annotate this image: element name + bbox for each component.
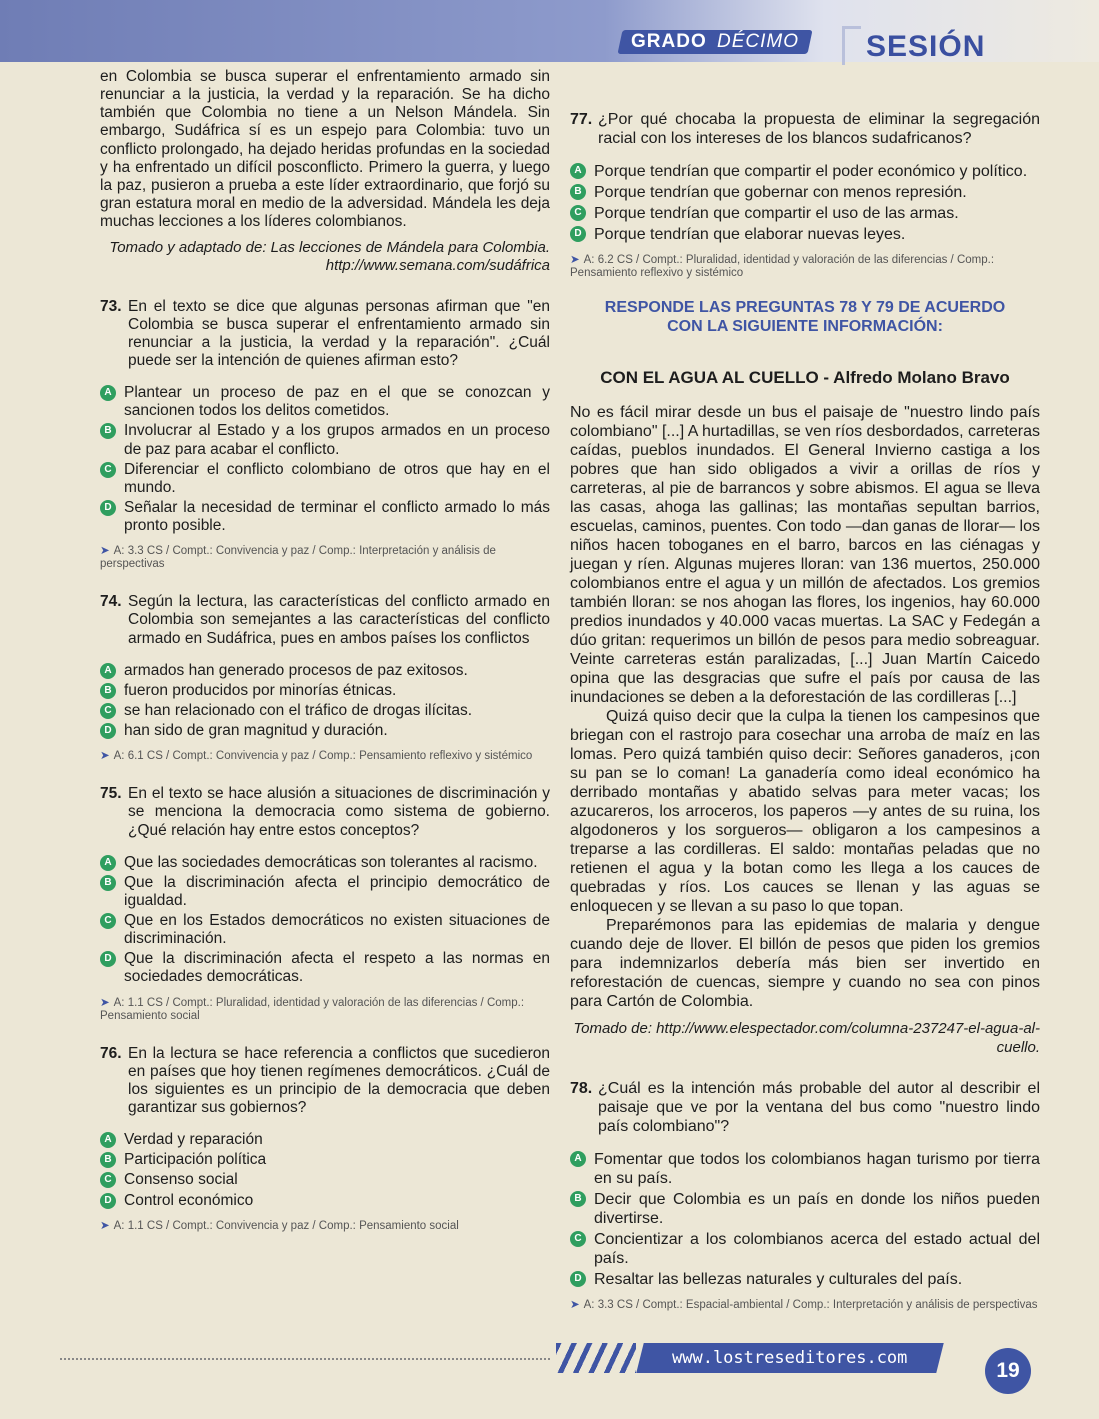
answer-options	[100, 662, 550, 741]
right-column	[570, 88, 1040, 1312]
article-body	[570, 403, 1040, 1011]
left-column	[100, 68, 550, 1233]
answer-option	[100, 1171, 550, 1189]
question-text: Según la lectura, las características del conflicto armado en Colombia son semejantes a las características del conflicto armado en Sudáfrica, pues en ambos países los conflictos	[128, 593, 550, 647]
footer-url-banner	[636, 1343, 943, 1373]
option-letter-bullet: B	[100, 423, 116, 439]
option-letter-bullet: C	[100, 1172, 116, 1188]
option-text: Participación política	[124, 1151, 267, 1169]
arrow-icon: ➤	[100, 545, 110, 558]
answer-option	[570, 1270, 1040, 1289]
option-text: Resaltar las bellezas naturales y culturales del país.	[594, 1271, 963, 1288]
arrow-icon: ➤	[100, 750, 110, 763]
option-letter-bullet: C	[100, 913, 116, 929]
competency-note	[100, 1220, 550, 1233]
grade-value: DÉCIMO	[716, 31, 799, 52]
option-text: Que las sociedades democráticas son tolerantes al racismo.	[124, 853, 538, 871]
option-text: Concientizar a los colombianos acerca del estado actual del país.	[594, 1231, 1040, 1267]
option-letter-bullet: A	[100, 385, 116, 401]
question-77	[570, 110, 1040, 280]
option-text: Que la discriminación afecta el principio democrático de igualdad.	[124, 873, 550, 909]
option-text: Verdad y reparación	[124, 1131, 263, 1149]
answer-option	[570, 162, 1040, 181]
question-stem	[570, 110, 1040, 148]
option-text: han sido de gran magnitud y duración.	[124, 722, 388, 740]
intro-source-title: Tomado y adaptado de: Las lecciones de Mándela para Colombia.	[109, 239, 550, 257]
competency-text: A: 1.1 CS / Compt.: Pluralidad, identidad y valoración de las diferencias / Comp.: Pensamiento social	[100, 996, 525, 1022]
question-block	[100, 298, 550, 572]
article-title: CON EL AGUA AL CUELLO - Alfredo Molano Bravo	[600, 368, 1010, 387]
intro-source-url: http://www.semana.com/sudáfrica	[325, 257, 550, 275]
intro-text: en Colombia se busca superar el enfrentamiento armado sin renunciar a la justicia, la verdad y la reparación. Se ha dicho también que Colombia no tiene a un Nelson Mándela. Sin embargo, Sudáfrica sí es un espejo para Colombia: tuvo un conflicto prolongado, ha dejado heridas profundas en la sociedad y ha enfrentado un difícil posconflicto. Primero la guerra, y luego la paz, pusieron a prueba a este líder extraordinario, que forjó su gran estatura moral en medio de la adversidad. Mándela les deja muchas lecciones a los líderes colombianos.	[100, 68, 550, 231]
footer-stripes	[556, 1343, 636, 1373]
grade-banner	[617, 30, 812, 54]
answer-option	[100, 682, 550, 700]
competency-text: A: 6.1 CS / Compt.: Convivencia y paz / Comp.: Pensamiento reflexivo y sistémico	[113, 750, 533, 763]
option-letter-bullet: C	[570, 205, 586, 221]
competency-note	[100, 750, 550, 763]
option-letter-bullet: A	[570, 163, 586, 179]
option-letter-bullet: B	[100, 875, 116, 891]
option-letter-bullet: B	[570, 1191, 586, 1207]
option-text: Señalar la necesidad de terminar el conflicto armado lo más pronto posible.	[124, 498, 550, 535]
question-stem	[100, 298, 550, 371]
answer-option	[100, 1192, 550, 1210]
article-source: Tomado de: http://www.elespectador.com/columna-237247-el-agua-al-cuello.	[573, 1020, 1040, 1056]
option-letter-bullet: A	[570, 1151, 586, 1167]
answer-option	[100, 422, 550, 458]
answer-option	[100, 662, 550, 680]
session-label: SESIÓN	[866, 30, 986, 63]
footer-url: www.lostreseditores.com	[672, 1348, 908, 1368]
option-letter-bullet: C	[100, 462, 116, 478]
answer-options	[100, 854, 550, 987]
page-number: 19	[985, 1348, 1031, 1394]
option-letter-bullet: C	[570, 1231, 586, 1247]
article-paragraph: Quizá quiso decir que la culpa la tienen los campesinos que briegan con el rastrojo para cosechar una arroba de maíz en las lomas. Pero quizá también quiso decir: Señores ganaderos, ¡con su pan se lo coman! La ganadería como ideal económico ha derribado montañas y abatido selvas para meter vacas; los azucareros, los arroceros, los paperos —y antes de su ruina, los algodoneros y los sorgueros— obligaron a los campesinos a treparse a las cordilleras. El saldo: montañas peladas que no retienen el agua y la botan como les llega a los cauces de quebradas y ríos. Los cauces se llenan y las aguas se enloquecen y se llevan a su paso lo que topan.	[570, 708, 1040, 915]
answer-option	[100, 1151, 550, 1169]
competency-text: A: 1.1 CS / Compt.: Convivencia y paz / Comp.: Pensamiento social	[113, 1219, 459, 1232]
arrow-icon: ➤	[570, 1299, 580, 1311]
intro-source	[100, 239, 550, 275]
answer-options	[100, 1131, 550, 1210]
answer-option	[100, 912, 550, 948]
answer-option	[100, 722, 550, 740]
question-block	[100, 593, 550, 763]
answer-option	[570, 1190, 1040, 1228]
competency-note	[100, 997, 550, 1023]
question-number: 76.	[100, 1044, 122, 1062]
question-text: En la lectura se hace referencia a conflictos que sucedieron en países que hoy tienen regímenes democráticos. ¿Cuál de los siguientes es un principio de la democracia que deben garantizar sus gobiernos?	[128, 1044, 550, 1117]
arrow-icon: ➤	[570, 254, 580, 266]
competency-text: A: 3.3 CS / Compt.: Convivencia y paz / Comp.: Interpretación y análisis de perspectivas	[100, 545, 496, 571]
question-number: 74.	[100, 593, 122, 611]
option-text: Que la discriminación afecta el respeto a las normas en sociedades democráticas.	[124, 950, 550, 986]
answer-option	[570, 204, 1040, 223]
question-block	[100, 1045, 550, 1233]
option-letter-bullet: D	[100, 500, 116, 516]
question-stem	[100, 593, 550, 647]
option-text: Porque tendrían que compartir el uso de las armas.	[594, 205, 959, 222]
answer-option	[100, 702, 550, 720]
option-text: Porque tendrían que elaborar nuevas leyes.	[594, 226, 906, 243]
arrow-icon: ➤	[100, 1219, 110, 1232]
article-paragraph: Preparémonos para las epidemias de malaria y dengue cuando deje de llover. El billón de pesos que piden los gremios para indemnizarlos debería más bien ser invertido en reforestación de cuencas, siempre y cuando no sea con pinos para Cartón de Colombia.	[570, 917, 1040, 1010]
option-text: Control económico	[124, 1191, 254, 1209]
option-text: Porque tendrían que gobernar con menos represión.	[594, 184, 967, 201]
answer-option	[570, 225, 1040, 244]
option-letter-bullet: D	[100, 1193, 116, 1209]
question-number: 73.	[100, 297, 122, 315]
article-paragraph: No es fácil mirar desde un bus el paisaje de "nuestro lindo país colombiano" [...] A hurtadillas, se ven ríos desbordados, carreteras caídas, pueblos inundados. El General Invierno castiga a los pobres que han sido obligados a vivir a orillas de ríos y carreteras, al pie de barrancos y sobre abismos. El agua se lleva las casas, ahoga las gallinas; las montañas sepultan barrios, escuelas, caminos, puentes. Con todo —dan ganas de llorar— los niños hacen toboganes en el barro, barcos en las ciénagas y juegan y ríen. Algunas mujeres lloran: van 136 muertos, 250.000 colombianos entre el agua y un millón de afectados. Los gremios también lloran: se nos ahogan las flores, los ingenios, hay 60.000 predios inundados y 40.000 vacas muertas. La SAC y Fedegán a dúo gritan: requerimos un billón de pesos para medio sobreaguar. Veinte carreteras están paralizadas, [...] Juan Martín Caicedo opina que las desgracias que sufre el país por causa de las inundaciones se deben a la deforestación de las cordilleras [...]	[570, 404, 1040, 706]
option-text: Consenso social	[124, 1171, 238, 1189]
answer-option	[570, 1230, 1040, 1268]
option-text: Diferenciar el conflicto colombiano de otros que hay en el mundo.	[124, 460, 550, 496]
option-letter-bullet: D	[570, 1271, 586, 1287]
arrow-icon: ➤	[100, 996, 110, 1009]
answer-options	[100, 384, 550, 535]
answer-option	[100, 1131, 550, 1149]
left-questions	[100, 298, 550, 1233]
option-text: Que en los Estados democráticos no existen situaciones de discriminación.	[124, 912, 550, 948]
question-78	[570, 1079, 1040, 1312]
footer-divider	[60, 1358, 550, 1360]
option-letter-bullet: B	[570, 184, 586, 200]
answer-option	[100, 384, 550, 420]
option-letter-bullet: C	[100, 703, 116, 719]
answer-option	[100, 874, 550, 910]
option-letter-bullet: B	[100, 683, 116, 699]
option-text: Decir que Colombia es un país en donde los niños pueden divertirse.	[594, 1191, 1040, 1227]
option-letter-bullet: D	[570, 226, 586, 242]
option-letter-bullet: A	[100, 663, 116, 679]
option-letter-bullet: A	[100, 1132, 116, 1148]
question-number: 78.	[570, 1080, 593, 1097]
option-text: Plantear un proceso de paz en el que se conozcan y sancionen todos los delitos cometidos.	[124, 384, 550, 420]
option-letter-bullet: A	[100, 855, 116, 871]
option-text: armados han generado procesos de paz exitosos.	[124, 661, 468, 679]
section-heading-line1: RESPONDE LAS PREGUNTAS 78 Y 79 DE ACUERDO	[604, 299, 1006, 316]
question-block	[100, 785, 550, 1022]
grade-label: GRADO	[631, 31, 707, 52]
competency-text: A: 6.2 CS / Compt.: Pluralidad, identidad y valoración de las diferencias / Comp.: Pensamiento reflexivo y sistémico	[570, 254, 995, 279]
competency-note	[570, 254, 1040, 280]
answer-option	[570, 183, 1040, 202]
option-text: fueron producidos por minorías étnicas.	[124, 681, 397, 699]
answer-option	[100, 461, 550, 497]
option-text: se han relacionado con el tráfico de drogas ilícitas.	[124, 701, 473, 719]
section-heading	[570, 298, 1040, 336]
competency-text: A: 3.3 CS / Compt.: Espacial-ambiental / Comp.: Interpretación y análisis de perspectivas	[583, 1299, 1038, 1311]
answer-options	[570, 162, 1040, 244]
competency-note	[570, 1299, 1040, 1312]
answer-option	[100, 854, 550, 872]
option-text: Involucrar al Estado y a los grupos armados en un proceso de paz para acabar el conflicto.	[124, 422, 550, 458]
session-number-mark	[842, 26, 861, 65]
option-letter-bullet: B	[100, 1152, 116, 1168]
answer-option	[100, 950, 550, 986]
question-text: ¿Cuál es la intención más probable del autor al describir el paisaje que ve por la ventana del bus como "nuestro lindo país colombiano"?	[598, 1080, 1040, 1135]
question-text: En el texto se dice que algunas personas afirman que "en Colombia se busca superar el enfrentamiento armado sin renunciar a la justicia, la verdad y la reparación". ¿Cuál puede ser la intención de quienes afirman esto?	[128, 297, 550, 369]
answer-option	[100, 499, 550, 535]
answer-option	[570, 1150, 1040, 1188]
option-text: Porque tendrían que compartir el poder económico y político.	[594, 163, 1028, 180]
option-text: Fomentar que todos los colombianos hagan turismo por tierra en su país.	[594, 1151, 1040, 1187]
question-stem	[100, 1045, 550, 1118]
question-number: 75.	[100, 785, 122, 803]
answer-options	[570, 1150, 1040, 1289]
competency-note	[100, 545, 550, 571]
option-letter-bullet: D	[100, 951, 116, 967]
question-stem	[100, 785, 550, 839]
question-text: En el texto se hace alusión a situaciones de discriminación y se menciona la democracia como sistema de gobierno. ¿Qué relación hay entre estos conceptos?	[128, 785, 550, 839]
question-number: 77.	[570, 111, 593, 128]
question-stem	[570, 1079, 1040, 1136]
question-text: ¿Por qué chocaba la propuesta de eliminar la segregación racial con los intereses de los blancos sudafricanos?	[598, 111, 1040, 147]
section-heading-line2: CON LA SIGUIENTE INFORMACIÓN:	[667, 318, 943, 335]
option-letter-bullet: D	[100, 723, 116, 739]
